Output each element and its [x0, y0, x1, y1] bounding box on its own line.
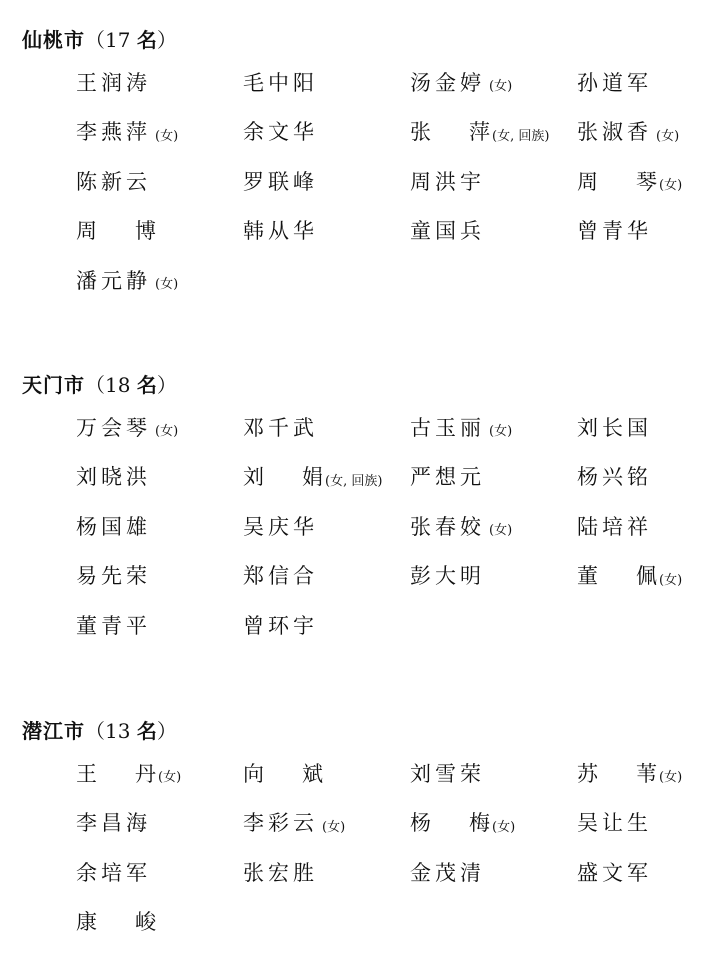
name-entry	[577, 156, 717, 206]
person-name: 刘 娟	[243, 465, 323, 490]
person-name: 杨 梅	[410, 811, 490, 836]
person-name: 曾青华	[577, 219, 652, 244]
name-entry	[243, 798, 410, 848]
person-name: 盛文军	[577, 860, 652, 885]
name-entry	[76, 798, 243, 848]
name-entry	[243, 748, 410, 798]
person-name: 严想元	[410, 465, 485, 490]
name-note: (女)	[489, 523, 513, 539]
name-entry	[76, 897, 243, 947]
person-name: 彭大明	[410, 564, 485, 589]
name-entry	[243, 847, 410, 897]
name-grid	[76, 748, 717, 946]
name-grid	[76, 402, 717, 650]
name-entry	[577, 452, 717, 502]
person-name: 周洪宇	[410, 169, 485, 194]
name-entry	[243, 501, 410, 551]
person-name: 张 萍	[410, 120, 490, 145]
person-name: 董 佩	[577, 564, 657, 589]
person-name: 向 斌	[243, 761, 323, 786]
name-note: (女)	[492, 819, 516, 835]
name-entry	[410, 156, 577, 206]
person-name: 张春姣	[410, 514, 485, 539]
name-entry	[76, 206, 243, 256]
member-count: （13 名）	[85, 719, 177, 743]
person-name: 王润涛	[76, 70, 151, 95]
name-note: (女, 回族)	[325, 473, 383, 489]
person-name: 潘元静	[76, 268, 151, 293]
name-entry	[243, 107, 410, 157]
person-name: 王 丹	[76, 761, 156, 786]
name-note: (女)	[656, 128, 680, 144]
section-heading	[22, 715, 177, 747]
person-name: 杨国雄	[76, 514, 151, 539]
person-name: 郑信合	[243, 564, 318, 589]
city-name: 天门市	[22, 373, 85, 397]
name-entry	[76, 847, 243, 897]
name-entry	[243, 600, 410, 650]
name-note: (女)	[489, 424, 513, 440]
person-name: 吴让生	[577, 811, 652, 836]
name-entry	[243, 206, 410, 256]
name-entry	[76, 501, 243, 551]
name-note: (女)	[659, 770, 683, 786]
name-note: (女)	[155, 277, 179, 293]
name-entry	[243, 402, 410, 452]
person-name: 韩从华	[243, 219, 318, 244]
name-entry	[577, 551, 717, 601]
name-note: (女)	[155, 128, 179, 144]
name-entry	[410, 107, 577, 157]
person-name: 杨兴铭	[577, 465, 652, 490]
person-name: 李燕萍	[76, 120, 151, 145]
name-entry	[76, 600, 243, 650]
name-note: (女)	[659, 572, 683, 588]
person-name: 陈新云	[76, 169, 151, 194]
person-name: 罗联峰	[243, 169, 318, 194]
name-entry	[76, 57, 243, 107]
name-entry	[410, 748, 577, 798]
person-name: 童国兵	[410, 219, 485, 244]
name-entry	[76, 107, 243, 157]
person-name: 金茂清	[410, 860, 485, 885]
person-name: 康 峻	[76, 910, 156, 935]
name-entry	[243, 57, 410, 107]
person-name: 吴庆华	[243, 514, 318, 539]
person-name: 张淑香	[577, 120, 652, 145]
person-name: 苏 苇	[577, 761, 657, 786]
name-entry	[577, 402, 717, 452]
name-note: (女, 回族)	[492, 128, 550, 144]
name-note: (女)	[322, 819, 346, 835]
person-name: 孙道军	[577, 70, 652, 95]
name-entry	[76, 402, 243, 452]
name-entry	[410, 206, 577, 256]
name-note: (女)	[659, 178, 683, 194]
name-entry	[410, 57, 577, 107]
section-heading	[22, 24, 177, 56]
person-name: 刘晓洪	[76, 465, 151, 490]
name-entry	[577, 847, 717, 897]
name-entry	[410, 551, 577, 601]
person-name: 汤金婷	[410, 70, 485, 95]
name-entry	[577, 748, 717, 798]
person-name: 李彩云	[243, 811, 318, 836]
person-name: 刘雪荣	[410, 761, 485, 786]
person-name: 张宏胜	[243, 860, 318, 885]
name-entry	[243, 156, 410, 206]
name-grid	[76, 57, 717, 305]
person-name: 邓千武	[243, 415, 318, 440]
name-entry	[243, 551, 410, 601]
person-name: 李昌海	[76, 811, 151, 836]
person-name: 陆培祥	[577, 514, 652, 539]
name-entry	[577, 57, 717, 107]
person-name: 董青平	[76, 613, 151, 638]
name-entry	[76, 156, 243, 206]
name-entry	[76, 748, 243, 798]
person-name: 余培军	[76, 860, 151, 885]
person-name: 余文华	[243, 120, 318, 145]
name-entry	[410, 402, 577, 452]
name-entry	[577, 206, 717, 256]
person-name: 周 琴	[577, 169, 657, 194]
name-entry	[577, 501, 717, 551]
person-name: 周 博	[76, 219, 156, 244]
name-entry	[76, 255, 243, 305]
name-entry	[243, 452, 410, 502]
name-entry	[410, 847, 577, 897]
name-entry	[577, 798, 717, 848]
name-entry	[410, 501, 577, 551]
member-count: （17 名）	[85, 28, 177, 52]
name-entry	[410, 798, 577, 848]
name-note: (女)	[158, 770, 182, 786]
name-note: (女)	[489, 79, 513, 95]
member-count: （18 名）	[85, 373, 177, 397]
name-entry	[577, 107, 717, 157]
name-entry	[76, 551, 243, 601]
name-entry	[410, 452, 577, 502]
city-name: 潜江市	[22, 719, 85, 743]
person-name: 易先荣	[76, 564, 151, 589]
person-name: 刘长国	[577, 415, 652, 440]
person-name: 曾环宇	[243, 613, 318, 638]
person-name: 古玉丽	[410, 415, 485, 440]
name-entry	[76, 452, 243, 502]
section-heading	[22, 369, 177, 401]
person-name: 万会琴	[76, 415, 151, 440]
person-name: 毛中阳	[243, 70, 318, 95]
name-note: (女)	[155, 424, 179, 440]
city-name: 仙桃市	[22, 28, 85, 52]
